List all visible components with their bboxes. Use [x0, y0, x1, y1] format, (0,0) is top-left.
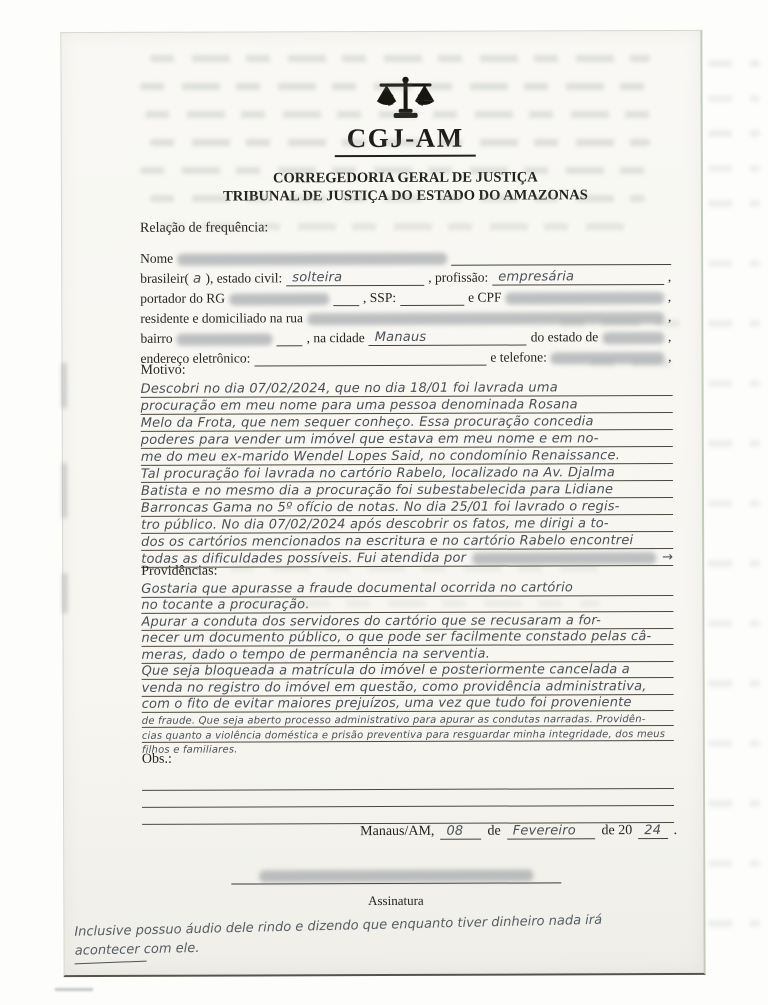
handwritten-footnote [74, 909, 662, 960]
bleed-through-text [140, 167, 655, 174]
providencias-line: Que seja bloqueada a matrícula do imóvel e posteriormente cancelada a [142, 661, 674, 679]
bleed-through-text [708, 680, 760, 687]
date-city: Manaus/AM, [360, 823, 435, 840]
motivo-text [141, 379, 674, 568]
obs-line [142, 789, 674, 808]
bleed-through-text [708, 920, 760, 927]
providencias-tail: filhos e familiares. [141, 744, 238, 756]
motivo-line: dos os cartórios mencionados na escritura e no cartório Rabelo encontrei [141, 532, 673, 551]
date-month-handwritten: Fevereiro [512, 823, 576, 839]
bleed-through-text [145, 111, 655, 118]
bleed-through-text [708, 500, 760, 507]
date-line: Manaus/AM, 08 de Fevereiro de 20 24 . [360, 822, 678, 840]
bleed-through-text [160, 223, 630, 230]
bleed-through-text [708, 320, 760, 327]
pen-stroke [75, 961, 147, 965]
motivo-line: Melo da Frota, que nem sequer conheço. Essa procuração concedia [141, 413, 673, 432]
date-day-handwritten: 08 [446, 823, 464, 839]
bleed-through-text [590, 360, 685, 367]
nome-line [451, 250, 671, 266]
telefone-label: e telefone: [490, 349, 547, 365]
form-title: Relação de frequência: [140, 220, 269, 236]
bleed-through-text [708, 860, 760, 867]
motivo-line: poderes para vender um imóvel que estava em meu nome e em no- [141, 430, 673, 449]
bleed-through-text [708, 560, 760, 567]
redacted-name [177, 253, 447, 266]
motivo-line: me do meu ex-marido Wendel Lopes Said, no condomínio Renaissance. [141, 447, 673, 466]
redacted-cpf [505, 292, 663, 305]
bleed-through-text [708, 380, 760, 387]
scan-mark [55, 988, 93, 991]
providencias-line: necer um documento público, o que pode ser facilmente constado pelas câ- [141, 628, 673, 646]
redacted-bairro [177, 333, 273, 345]
cidade-label: , na cidade [306, 330, 365, 346]
profissao-label: , profissão: [428, 269, 489, 285]
cpf-label: e CPF [468, 289, 502, 305]
providencias-label: Providências: [141, 563, 218, 579]
providencias-line: venda no registro do imóvel em questão, como providência administrativa, [142, 678, 674, 696]
bleed-through-text [708, 95, 760, 102]
rg-label: portador do RG [140, 290, 226, 306]
gender-handwritten: a [192, 270, 202, 287]
signature-line [231, 867, 561, 884]
providencias-line: meras, dado o tempo de permanência na serventia. [141, 645, 673, 663]
redacted-rg [229, 293, 329, 305]
field-rg-cpf: portador do RG , SSP: e CPF , [140, 288, 672, 306]
providencias-line: Gostaria que apurasse a fraude documental ocorrida no cartório [141, 579, 673, 597]
bleed-through-text [708, 620, 760, 627]
field-endereco: residente e domiciliado na rua , [140, 308, 672, 326]
providencias-line: com o fito de evitar maiores prejuízos, uma vez que tudo foi proveniente [142, 694, 674, 712]
redacted-signature [259, 869, 533, 882]
providencias-line-small: cias quanto a violência doméstica e prisão preventiva para resguardar minha integridade, dos meus [142, 726, 674, 743]
bleed-through-text [140, 83, 660, 90]
scan-smudge [62, 463, 67, 518]
scan-smudge [62, 573, 67, 613]
nome-label: Nome [140, 250, 174, 266]
field-email-telefone: endereço eletrônico: e telefone: , [140, 348, 672, 366]
motivo-line: Tal procuração foi lavrada no cartório Rabelo, localizado na Av. Djalma [141, 464, 673, 483]
org-name-line1: CORREGEDORIA GERAL DE JUSTIÇA [272, 169, 538, 187]
logo-text: CGJ-AM [335, 123, 476, 157]
bleed-through-text [708, 60, 760, 67]
obs-label: Obs.: [141, 751, 172, 767]
estado-civil-handwritten: solteira [292, 270, 343, 286]
obs-line [142, 806, 674, 825]
motivo-line: tro público. No dia 07/02/2024 após descobrir os fatos, me dirigi a to- [141, 515, 673, 534]
bairro-label: bairro [140, 330, 173, 346]
obs-line [142, 772, 674, 791]
signature-label: Assinatura [368, 892, 424, 909]
bleed-through-text [150, 139, 650, 146]
motivo-line: Descobri no dia 07/02/2024, que no dia 18/01 foi lavrada uma [141, 379, 673, 398]
email-label: endereço eletrônico: [140, 350, 251, 366]
date-year-handwritten: 24 [644, 823, 662, 839]
motivo-line: procuração em meu nome para uma pessoa denominada Rosana [141, 396, 673, 415]
providencias-line: Apurar a conduta dos servidores do cartório que se recusaram a for- [141, 612, 673, 630]
estado-civil-label: ), estado civil: [205, 270, 283, 286]
bleed-through-text [708, 260, 760, 267]
bleed-through-text [230, 565, 610, 572]
continuation-arrow: → [662, 549, 674, 566]
ssp-label: , SSP: [363, 289, 397, 306]
motivo-line: Batista e no mesmo dia a procuração foi subestabelecida para Lidiane [141, 481, 673, 500]
bleed-through-text [708, 130, 760, 137]
field-bairro-cidade: bairro , na cidade Manaus do estado de , [140, 328, 672, 346]
motivo-label: Motivo: [140, 362, 186, 378]
motivo-last-line: todas as dificuldades possíveis. Fui atendida por → [141, 549, 674, 567]
scan-smudge [62, 363, 67, 408]
org-name-line2: TRIBUNAL DE JUSTIÇA DO ESTADO DO AMAZONAS [223, 187, 588, 205]
bleed-through-text [560, 320, 680, 327]
bleed-through-text [150, 55, 650, 62]
bleed-through-text [708, 440, 760, 447]
signature-block [76, 867, 715, 910]
bleed-through-text [708, 200, 760, 207]
bleed-through-text [708, 165, 760, 172]
redacted-estado [602, 332, 664, 344]
redacted-attendant-name [472, 552, 656, 565]
identification-fields [140, 245, 671, 367]
obs-blank-lines [142, 772, 674, 825]
bleed-through-text [708, 740, 760, 747]
bleed-through-text [708, 800, 760, 807]
providencias-line: no tocante a procuração. [141, 595, 673, 613]
footnote-line1: Inclusive possuo áudio dele rindo e dizendo que enquanto tiver dinheiro nada irá [74, 912, 603, 940]
field-nome [140, 245, 671, 267]
estado-label: do estado de [530, 329, 599, 345]
bleed-through-text [250, 600, 600, 607]
bleed-through-text [150, 195, 645, 202]
motivo-line: Barroncas Gama no 5º ofício de notas. No dia 25/01 foi lavrado o regis- [141, 498, 673, 517]
endereco-label: residente e domiciliado na rua [140, 310, 304, 326]
field-estado-civil-profissao: brasileir( a ), estado civil: solteira , profissão: empresária , [140, 268, 672, 287]
footnote-line2: acontecer com ele. [74, 940, 200, 959]
providencias-line-small: de fraude. Que seja aberto processo administrativo para apurar as condutas narradas. Providên- [142, 711, 674, 728]
nacionalidade-label: brasileir( [140, 270, 189, 286]
cidade-handwritten: Manaus [374, 329, 427, 346]
profissao-handwritten: empresária [498, 269, 575, 285]
